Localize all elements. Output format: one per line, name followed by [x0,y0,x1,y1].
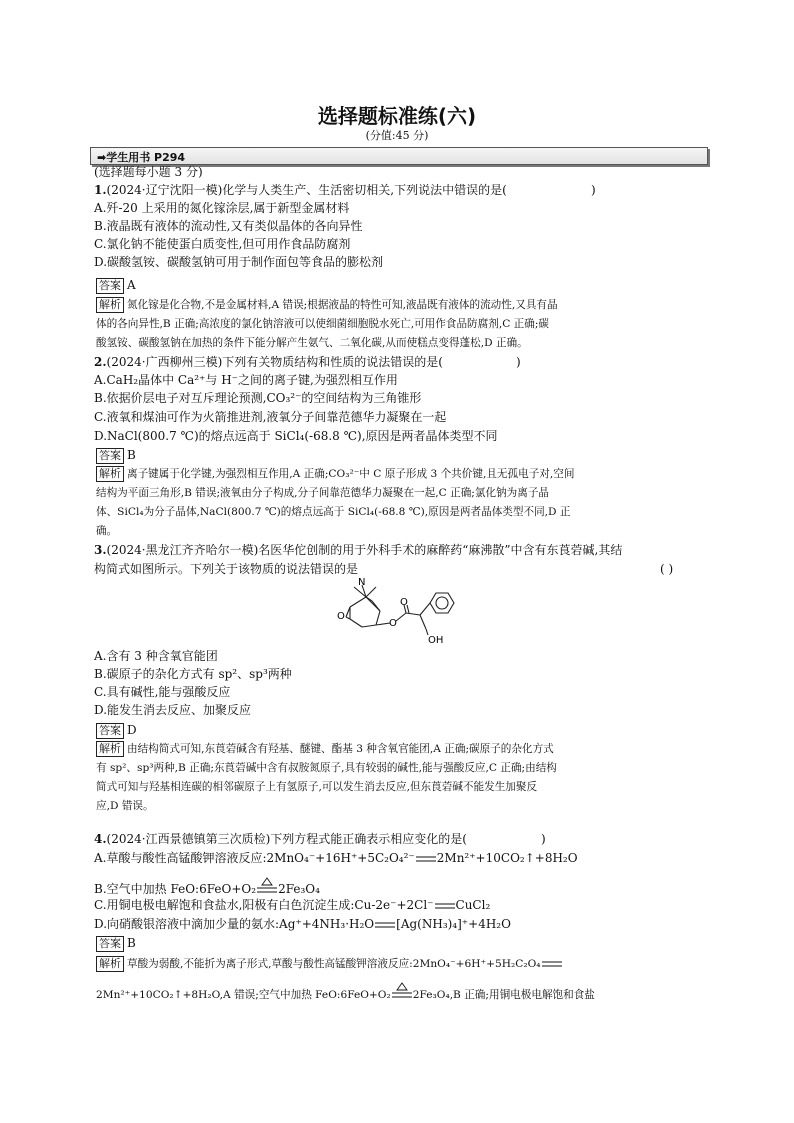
q2-explanation-line: 体、SiCl₄为分子晶体,NaCl(800.7 ℃)的熔点远高于 SiCl₄(-68.8 ℃),原因是两者晶体类型不同,D 正 [96,506,571,518]
q4-option-d [94,915,511,933]
equals-sign [415,853,437,865]
q3-stem-text: (2024·黑龙江齐齐哈尔一模)名医华佗创制的用于外科手术的麻醉药“麻沸散”中含有东莨菪碱,其结 [106,543,623,557]
q1-bracket: ) [591,183,596,197]
q2-number: 2. [94,355,107,369]
q3-explanation-line: 简式可知与羟基相连碳的相邻碳原子上有氢原子,可以发生消去反应,但东莨菪碱不能发生加聚反 [96,781,538,793]
phenyl-ring [430,593,454,613]
q2-explanation-text: 离子键属于化学键,为强烈相互作用,A 正确;CO₃²⁻中 C 原子形成 3 个共价键,且无孤电子对,空间 [127,468,575,480]
equals-sign [541,958,563,970]
equals-sign [434,900,456,912]
banner-text: ➡学生用书 P294 [97,151,186,164]
ester-o-label: O [389,618,397,629]
q4-option-a [94,849,578,867]
q2-explanation-line: 确。 [96,525,118,537]
explain-tag: 解析 [96,297,124,313]
q3-bracket: ( ) [660,562,674,576]
bond [346,617,350,619]
q1-explanation-line [96,296,558,314]
atom-n-label: N [358,577,366,588]
q4-explanation-text: 2Fe₃O₄,B 正确;用铜电极电解饱和食盐 [412,989,595,1001]
q3-stem [94,541,622,559]
q3-explanation-text: 由结构简式可知,东莨菪碱含有羟基、醚键、酯基 3 种含氧官能团,A 正确;碳原子的杂化方式 [127,743,554,755]
heat-equals-sign [391,982,413,1002]
q1-explanation-line: 酸氢铵、碳酸氢钠在加热的条件下能分解产生氨气、二氧化碳,从而使糕点变得蓬松,D 正确。 [96,337,528,349]
q2-bracket: ) [516,355,521,369]
q4-option-d-right: [Ag(NH₃)₄]⁺+4H₂O [396,917,511,931]
q1-stem [94,181,507,199]
q2-option-b: B.依据价层电子对互斥理论预测,CO₃²⁻的空间结构为三角锥形 [94,391,422,405]
epoxide-o-label: O [337,611,345,622]
explain-tag: 解析 [96,741,124,757]
q1-explanation-text: 氮化镓是化合物,不是金属材料,A 错误;根据液晶的特性可知,液晶既有液体的流动性,又具有晶 [127,299,558,311]
answer-tag: 答案 [96,723,124,739]
q3-explanation-line: 应,D 错误。 [96,800,154,812]
page-title: 选择题标准练(六) [317,104,477,128]
q3-option-b: B.碳原子的杂化方式有 sp²、sp³两种 [94,667,292,681]
q2-option-c: C.液氧和煤油可作为火箭推进剂,液氧分子间靠范德华力凝聚在一起 [94,410,447,424]
q1-explanation-line: 体的各向异性,B 正确;高浓度的氯化钠溶液可以使细菌细胞脱水死亡,可用作食品防腐剂,C 正确;碳 [96,318,550,330]
q4-number: 4. [94,832,107,846]
q2-stem [94,353,443,371]
equals-sign [374,919,396,931]
explain-tag: 解析 [96,956,124,972]
answer-tag: 答案 [96,278,124,294]
q2-explanation-line: 结构为平面三角形,B 错误;液氧由分子构成,分子间靠范德华力凝聚在一起,C 正确;氯化钠为离子晶 [96,487,550,499]
q4-bracket: ) [541,832,546,846]
q3-answer: D [127,723,137,737]
q4-stem [94,830,467,848]
q4-answer: B [127,936,136,950]
q3-option-c: C.具有碱性,能与强酸反应 [94,685,231,699]
bond [396,613,406,621]
carbonyl-o-label: O [400,597,408,608]
q1-number: 1. [94,183,107,197]
bond [420,615,426,629]
q3-explanation-line: 有 sp²、sp³两种,B 正确;东莨菪碱中含有叔胺氮原子,具有较弱的碱性,能与强酸反应,C 正确;由结构 [96,762,557,774]
q1-stem-text: (2024·辽宁沈阳一模)化学与人类生产、生活密切相关,下列说法中错误的是( [106,183,507,197]
q4-explanation-text: 2Mn²⁺+10CO₂↑+8H₂O,A 错误;空气中加热 FeO:6FeO+O₂ [96,989,391,1001]
q2-option-d: D.NaCl(800.7 ℃)的熔点远高于 SiCl₄(-68.8 ℃),原因是两者晶体类型不同 [94,429,498,443]
q2-answer: B [127,448,136,462]
bond [346,607,350,617]
q3-number: 3. [94,543,107,557]
q4-option-c [94,896,490,914]
q1-answer: A [127,278,136,292]
heat-equals-sign [256,877,278,897]
aromatic-circle [436,597,448,609]
bond [406,613,420,615]
q4-option-c-left: C.用铜电极电解饱和食盐水,阳极有白色沉淀生成:Cu-2e⁻+2Cl⁻ [94,898,434,912]
heat-triangle-icon [262,878,272,885]
q3-stem-cont: 构简式如图所示。下列关于该物质的说法错误的是 [94,562,359,576]
bond [420,603,430,615]
scopolamine-structure [336,577,468,643]
bond [366,587,376,597]
scoring-note: (选择题每小题 3 分) [94,165,203,179]
q4-option-b [94,877,320,898]
answer-tag: 答案 [96,936,124,952]
q4-option-d-left: D.向硝酸银溶液中滴加少量的氨水:Ag⁺+4NH₃·H₂O [94,917,375,931]
q4-option-a-left: A.草酸与酸性高锰酸钾溶液反应:2MnO₄⁻+16H⁺+5C₂O₄²⁻ [94,851,415,865]
bond [376,611,380,625]
q1-answer-row [96,276,136,294]
q3-option-d: D.能发生消去反应、加聚反应 [94,703,252,717]
q4-explanation-line [96,982,595,1004]
bond [376,623,390,625]
q2-explanation-line [96,465,574,483]
explain-tag: 解析 [96,466,124,482]
bond [362,625,376,627]
q3-explanation-line [96,740,554,758]
q4-answer-row [96,934,136,952]
q4-option-c-right: CuCl₂ [455,898,491,912]
bond [372,601,380,611]
q4-option-a-right: 2Mn²⁺+10CO₂↑+8H₂O [436,851,578,865]
bond [350,619,362,627]
q4-stem-text: (2024·江西景德镇第三次质检)下列方程式能正确表示相应变化的是( [106,832,467,846]
q4-explanation-line [96,955,563,973]
q4-explanation-text: 草酸为弱酸,不能折为离子形式,草酸与酸性高锰酸钾溶液反应:2MnO₄⁻+6H⁺+5H₂C₂O₄ [127,958,541,970]
q2-stem-text: (2024·广西柳州三模)下列有关物质结构和性质的说法错误的是( [106,355,443,369]
q3-answer-row [96,721,137,739]
q4-option-b-left: B.空气中加热 FeO:6FeO+O₂ [94,882,257,896]
q1-option-b: B.液晶既有液体的流动性,又有类似晶体的各向异性 [94,219,363,233]
q1-option-c: C.氯化钠不能使蛋白质变性,但可用作食品防腐剂 [94,237,351,251]
q1-option-a: A.歼-20 上采用的氮化镓涂层,属于新型金属材料 [94,201,350,215]
q3-option-a: A.含有 3 种含氧官能团 [94,649,218,663]
bond [350,597,366,607]
atom-oh-label: OH [428,635,444,643]
q2-answer-row [96,446,136,464]
answer-tag: 答案 [96,448,124,464]
score-note: (分值:45 分) [365,129,429,142]
q2-option-a: A.CaH₂晶体中 Ca²⁺与 H⁻之间的离子键,为强烈相互作用 [94,373,398,387]
heat-triangle-icon [397,983,407,990]
q4-option-b-right: 2Fe₃O₄ [278,882,320,896]
q1-option-d: D.碳酸氢铵、碳酸氢钠可用于制作面包等食品的膨松剂 [94,255,384,269]
